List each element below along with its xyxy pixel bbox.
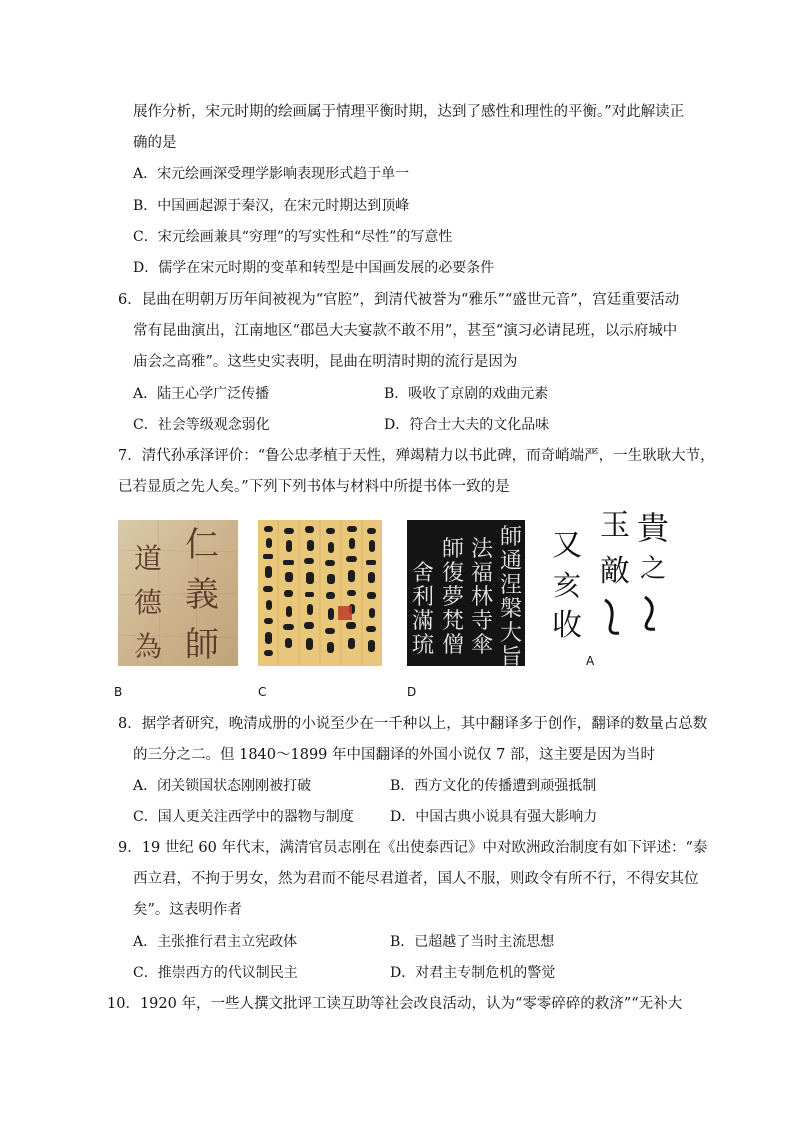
char-a-1: 貴 (636, 509, 670, 547)
q6-line-2: 常有昆曲演出，江南地区“郡邑大夫宴款不敢不用”，甚至“演习必请昆班，以示府城中 (133, 323, 678, 339)
q8-line-1: 8．据学者研究，晚清成册的小说至少在一千种以上，其中翻译多于创作，翻译的数量占总数 (118, 716, 708, 732)
q9-line-1: 9．19 世纪 60 年代末，满清官员志刚在《出使泰西记》中对欧洲政治制度有如下评述：“泰 (118, 840, 708, 856)
char-d-15: 梵 (441, 609, 465, 634)
q5-option-d[interactable]: D．儒学在宋元时期的变革和转型是中国画发展的必要条件 (133, 260, 495, 276)
char-a-4: 敵 (600, 554, 630, 589)
char-d-3: 涅 (499, 573, 523, 598)
char-b-yi: 義 (185, 575, 219, 615)
calligraphy-d-svg (407, 520, 525, 666)
q9-line-3: 矣”。这表明作者 (133, 902, 242, 918)
q9-option-b[interactable]: B．已超越了当时主流思想 (390, 934, 555, 950)
q5-line-1: 展作分析，宋元时期的绘画属于情理平衡时期，达到了感性和理性的平衡。”对此解读正 (133, 104, 685, 120)
q6-option-c[interactable]: C．社会等级观念弱化 (133, 417, 270, 433)
q9-option-d[interactable]: D．对君主专制危机的警觉 (390, 965, 556, 981)
q8-line-2: 的三分之二。但 1840～1899 年中国翻译的外国小说仅 7 部，这主要是因为当时 (133, 747, 655, 763)
calligraphy-b-svg (118, 520, 238, 666)
q6-option-b[interactable]: B．吸收了京剧的戏曲元素 (384, 386, 549, 402)
char-d-8: 福 (470, 561, 494, 586)
char-d-13: 復 (441, 561, 465, 586)
q6-option-a[interactable]: A．陆王心学广泛传播 (133, 386, 270, 402)
char-b-wei: 為 (133, 630, 163, 663)
image-label-c: C (258, 685, 267, 699)
calligraphy-a-svg (545, 505, 675, 645)
q5-option-b[interactable]: B．中国画起源于秦汉，在宋元时期达到顶峰 (133, 198, 410, 214)
char-d-17: 舍 (411, 561, 435, 586)
q7-line-1: 7．清代孙承泽评价：“鲁公忠孝植于天性，殚竭精力以书此碑，而奇峭端严，一生耿耿大节， (118, 448, 715, 464)
calligraphy-image-b[interactable] (118, 520, 238, 666)
calligraphy-image-c[interactable] (258, 520, 382, 666)
char-d-10: 寺 (470, 609, 494, 634)
char-b-shi: 師 (185, 625, 219, 665)
char-d-14: 夢 (441, 585, 465, 610)
q5-option-c[interactable]: C．宋元绘画兼具“穷理”的写实性和“尽性”的写意性 (133, 229, 453, 245)
image-label-d: D (407, 685, 417, 699)
q8-option-c[interactable]: C．国人更关注西学中的器物与制度 (133, 809, 354, 825)
q6-line-1: 6．昆曲在明朝万历年间被视为“官腔”，到清代被誉为“雅乐”“盛世元音”，宫廷重要活动 (118, 292, 680, 308)
char-d-11: 傘 (470, 633, 494, 658)
char-a-7: 收 (552, 608, 582, 643)
char-d-2: 通 (499, 549, 523, 574)
image-label-b: B (114, 685, 123, 699)
char-d-5: 大 (499, 621, 523, 646)
char-d-16: 僧 (441, 633, 465, 658)
image-label-a: A (586, 654, 595, 668)
q6-option-d[interactable]: D．符合士大夫的文化品味 (384, 417, 550, 433)
char-d-12: 師 (441, 537, 465, 562)
calligraphy-image-a[interactable] (545, 505, 675, 645)
char-d-20: 琉 (411, 633, 435, 658)
char-d-18: 利 (411, 585, 435, 610)
q9-option-a[interactable]: A．主张推行君主立宪政体 (133, 934, 298, 950)
char-a-2: 玉 (600, 508, 630, 543)
q5-line-2: 确的是 (133, 135, 177, 151)
q8-option-b[interactable]: B．西方文化的传播遭到顽强抵制 (390, 778, 597, 794)
q9-line-2: 西立君，不拘于男女，然为君而不能尽君道者，国人不服，则政令有所不行，不得安其位 (133, 871, 699, 887)
char-d-19: 滿 (411, 609, 435, 634)
q5-option-a[interactable]: A．宋元绘画深受理学影响表现形式趋于单一 (133, 166, 410, 182)
q8-option-d[interactable]: D．中国古典小说具有强大影响力 (390, 809, 598, 825)
red-seal-icon (338, 606, 352, 620)
char-a-3: 之 (639, 554, 667, 584)
char-d-7: 法 (470, 537, 494, 562)
q7-line-2: 已若显质之先人矣。”下列下列书体与材料中所提书体一致的是 (118, 479, 510, 495)
calligraphy-image-d[interactable] (407, 520, 525, 666)
char-d-1: 師 (499, 525, 523, 550)
char-a-6: 亥 (552, 569, 582, 602)
calligraphy-c-svg (258, 520, 382, 666)
char-b-de: 德 (133, 586, 163, 619)
char-d-4: 槃 (499, 597, 523, 622)
q8-option-a[interactable]: A．闭关锁国状态刚刚被打破 (133, 778, 312, 794)
q10-line-1: 10．1920 年，一些人撰文批评工读互助等社会改良活动，认为“零零碎碎的救济”“无补大 (107, 996, 683, 1012)
q6-line-3: 庙会之高雅”。这些史实表明，昆曲在明清时期的流行是因为 (133, 354, 518, 370)
char-b-ren: 仁 (185, 525, 219, 565)
char-b-dao: 道 (133, 542, 163, 575)
char-d-6: 旨 (499, 645, 523, 666)
char-a-5: 又 (552, 528, 582, 563)
char-d-9: 林 (470, 585, 494, 610)
q9-option-c[interactable]: C．推崇西方的代议制民主 (133, 965, 298, 981)
